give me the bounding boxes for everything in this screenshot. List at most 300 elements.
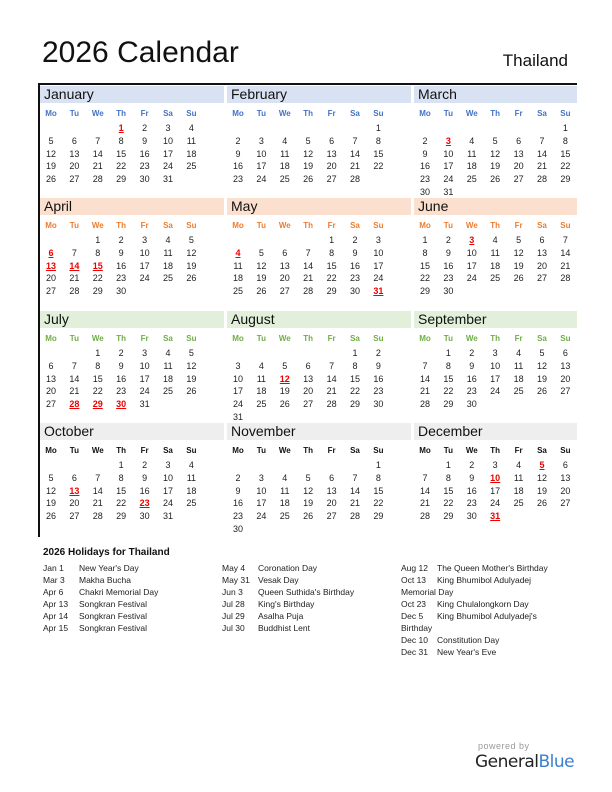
calendar-date: 17 [256,161,267,172]
calendar-date: 19 [303,161,314,172]
calendar-date: 7 [71,247,77,258]
month-february [227,86,411,198]
calendar-date: 30 [139,174,150,185]
month-name: February [231,86,288,102]
weekday-label: Th [303,446,314,455]
calendar-date: 31 [232,412,243,422]
calendar-date: 11 [163,247,173,258]
calendar-date: 24 [256,511,267,522]
calendar-date: 27 [513,174,524,185]
calendar-date: 18 [186,485,197,496]
weekday-label: We [465,334,478,343]
weekday-label: Sa [163,221,173,230]
calendar-date: 8 [562,135,568,146]
calendar-date: 26 [490,174,501,185]
calendar-date: 15 [419,260,430,271]
calendar-date: 1 [445,460,451,470]
calendar-date: 8 [118,135,124,146]
weekday-label: Mo [45,334,57,343]
calendar-date: 2 [142,460,148,470]
calendar-date: 30 [443,286,454,297]
holiday-name: Asalha Puja [258,611,304,621]
weekday-label: Sa [350,334,360,343]
calendar-date: 1 [329,235,335,245]
calendar-date: 27 [279,286,290,297]
calendar-date: 20 [303,386,314,397]
calendar-date: 5 [539,348,545,358]
calendar-date: 25 [162,273,173,284]
calendar-date: 6 [282,247,288,258]
calendar-date: 31 [162,174,173,185]
calendar-date: 3 [165,460,171,470]
calendar-date: 3 [142,235,148,245]
holiday-date: 23 [139,498,150,509]
calendar-date: 21 [92,498,103,509]
month-may [227,198,411,310]
month-header [40,86,224,103]
calendar-date: 14 [349,485,360,496]
calendar-date: 7 [539,135,545,146]
calendar-date: 1 [95,348,101,358]
calendar-date: 22 [373,498,384,509]
calendar-date: 16 [349,260,360,271]
calendar-date: 23 [443,273,454,284]
calendar-date: 14 [349,148,360,159]
calendar-date: 3 [235,360,241,371]
calendar-date: 1 [352,348,358,358]
calendar-date: 5 [282,360,288,371]
calendar-date: 3 [375,235,381,245]
calendar-date: 27 [560,386,571,397]
calendar-date: 12 [45,485,56,496]
calendar-date: 26 [186,386,197,397]
holiday-item [401,575,531,585]
holiday-date-label: May 31 [222,575,250,585]
weekday-label: Su [186,446,197,455]
holiday-date-label: Mar 3 [43,575,65,585]
calendar-date: 20 [560,373,571,384]
weekday-label: Sa [350,446,360,455]
calendar-date: 24 [139,386,150,397]
calendar-date: 13 [536,247,547,258]
calendar-date: 26 [256,286,267,297]
calendar-date: 7 [422,472,428,483]
weekday-label: We [278,221,291,230]
month-header [40,423,224,440]
weekday-label: Fr [327,221,336,230]
calendar-date: 13 [513,148,524,159]
weekday-label: We [278,109,291,118]
holiday-date-label: Apr 14 [43,611,69,621]
calendar-date: 10 [139,247,150,258]
weekday-label: Su [560,109,571,118]
weekday-label: Sa [163,109,173,118]
calendar-date: 29 [560,174,571,185]
holiday-name: Chakri Memorial Day [79,587,159,597]
calendar-date: 10 [443,148,454,159]
calendar-date: 16 [232,161,243,172]
calendar-date: 20 [279,273,290,284]
calendar-date: 23 [139,161,150,172]
calendar-date: 19 [186,260,197,271]
weekday-label: Sa [537,446,547,455]
calendar-date: 23 [373,386,384,397]
calendar-date: 2 [375,348,381,358]
calendar-date: 12 [536,360,547,371]
calendar-date: 14 [560,247,571,258]
calendar-date: 27 [536,273,547,284]
calendar-date: 30 [349,286,360,297]
holiday-date-label: Jul 30 [222,623,245,633]
holiday-item [222,623,310,633]
calendar-date: 5 [188,348,194,358]
calendar-date: 1 [375,123,381,133]
weekday-label: Fr [140,446,149,455]
holiday-item [222,575,299,585]
holiday-name: Songkran Festival [79,623,148,633]
holiday-item [43,575,131,585]
calendar-date: 31 [443,187,454,197]
holiday-date-label: Apr 15 [43,623,69,633]
weekday-label: Mo [45,221,57,230]
calendar-date: 15 [560,148,571,159]
calendar-date: 2 [469,348,475,358]
calendar-date: 7 [95,472,101,483]
calendar-date: 22 [116,498,127,509]
month-header [227,423,411,440]
calendar-date: 22 [326,273,337,284]
calendar-date: 18 [162,373,173,384]
calendar-date: 4 [188,123,194,133]
calendar-date: 28 [303,286,314,297]
weekday-label: Tu [256,446,266,455]
calendar-date: 22 [443,386,454,397]
calendar-date: 17 [466,260,477,271]
calendar-date: 16 [139,148,150,159]
calendar-date: 9 [235,485,241,496]
weekday-label: Fr [327,109,336,118]
weekday-label: Th [303,221,314,230]
weekday-label: Mo [232,334,244,343]
calendar-date: 6 [71,472,77,483]
calendar-date: 22 [116,161,127,172]
calendar-date: 10 [256,485,267,496]
month-november [227,423,411,535]
weekday-label: Tu [256,109,266,118]
holiday-date: 13 [45,260,56,271]
calendar-date: 3 [492,348,498,358]
calendar-date: 27 [560,498,571,509]
holiday-date: 29 [92,399,103,410]
calendar-date: 14 [303,260,314,271]
weekday-label: Th [116,109,127,118]
holiday-item [222,587,354,597]
calendar-date: 17 [490,373,501,384]
holiday-date-label: Jun 3 [222,587,243,597]
calendar-date: 26 [536,498,547,509]
calendar-date: 26 [45,174,56,185]
calendar-date: 8 [445,472,451,483]
calendar-date: 12 [256,260,267,271]
month-july [40,311,224,423]
calendar-date: 3 [165,123,171,133]
calendar-date: 21 [92,161,103,172]
weekday-label: Mo [419,334,431,343]
calendar-date: 15 [116,148,127,159]
calendar-date: 25 [490,273,501,284]
calendar-date: 2 [118,348,124,358]
calendar-date: 7 [329,360,335,371]
calendar-date: 1 [562,123,568,133]
calendar-date: 10 [162,135,173,146]
calendar-date: 26 [45,511,56,522]
holiday-date: 30 [116,399,127,410]
calendar-date: 2 [422,135,428,146]
holiday-item [43,587,158,597]
calendar-date: 21 [419,498,430,509]
calendar-date: 11 [513,360,524,371]
calendar-date: 22 [349,386,360,397]
weekday-label: Su [560,334,571,343]
calendar-date: 23 [116,273,127,284]
calendar-date: 26 [303,174,314,185]
calendar-date: 15 [116,485,127,496]
calendar-date: 11 [280,485,290,496]
calendar-date: 9 [235,148,241,159]
month-april [40,198,224,310]
calendar-date: 15 [443,373,454,384]
calendar-date: 29 [326,286,337,297]
calendar-date: 2 [445,235,451,245]
calendar-date: 8 [118,472,124,483]
calendar-date: 26 [186,273,197,284]
calendar-date: 14 [326,373,337,384]
weekday-label: Fr [140,221,149,230]
weekday-label: Tu [256,334,266,343]
month-name: May [231,198,258,214]
calendar-date: 23 [419,174,430,185]
calendar-date: 23 [116,386,127,397]
month-name: July [44,311,69,327]
calendar-date: 24 [490,386,501,397]
weekday-label: Th [116,334,127,343]
calendar-date: 8 [329,247,335,258]
holiday-date: 6 [48,247,54,258]
weekday-label: Th [490,446,501,455]
calendar-date: 4 [282,472,288,483]
holiday-item [43,599,147,609]
calendar-date: 21 [326,386,337,397]
calendar-date: 15 [92,373,103,384]
calendar-date: 19 [256,273,267,284]
calendar-date: 24 [162,161,173,172]
weekday-label: We [278,446,291,455]
holiday-item [43,611,147,621]
month-header [227,86,411,103]
weekday-label: We [91,334,104,343]
calendar-date: 3 [258,472,264,483]
calendar-date: 26 [536,386,547,397]
calendar-date: 19 [303,498,314,509]
calendar-grid [38,83,577,537]
calendar-date: 4 [516,348,522,358]
calendar-date: 7 [422,360,428,371]
month-name: January [44,86,94,102]
calendar-date: 29 [373,511,384,522]
calendar-date: 11 [186,472,197,483]
calendar-date: 19 [513,260,524,271]
calendar-date: 26 [513,273,524,284]
calendar-date: 12 [186,360,197,371]
month-august [227,311,411,423]
calendar-date: 12 [186,247,197,258]
holiday-date-label: May 4 [222,563,246,573]
calendar-date: 11 [280,148,290,159]
calendar-date: 25 [513,386,524,397]
calendar-date: 18 [162,260,173,271]
month-header [227,311,411,328]
brand-general: General [475,752,539,772]
calendar-date: 11 [186,135,197,146]
calendar-date: 20 [69,161,80,172]
brand-blue: Blue [538,752,575,772]
month-name: December [418,423,483,439]
calendar-date: 7 [352,135,358,146]
calendar-date: 30 [232,524,243,534]
calendar-date: 21 [419,386,430,397]
calendar-date: 19 [186,373,197,384]
calendar-date: 16 [419,161,430,172]
month-name: August [231,311,275,327]
calendar-date: 6 [562,460,568,470]
holiday-item [401,563,548,573]
calendar-date: 5 [48,472,54,483]
holiday-date: 1 [118,123,124,133]
holiday-date: 5 [539,460,545,470]
holiday-date: 15 [92,260,103,271]
generalblue-logo[interactable] [475,752,574,772]
calendar-date: 11 [467,148,477,159]
calendar-date: 25 [186,498,197,509]
month-header [227,198,411,215]
weekday-label: Mo [419,109,431,118]
holiday-name: The Queen Mother's Birthday [437,563,548,573]
holiday-date-label: Dec 10 [401,635,428,645]
calendar-date: 30 [466,511,477,522]
holiday-date-label: Jul 29 [222,611,245,621]
weekday-label: Sa [163,334,173,343]
calendar-date: 22 [92,273,103,284]
calendar-date: 5 [188,235,194,245]
calendar-date: 7 [71,360,77,371]
calendar-date: 29 [92,286,103,297]
calendar-date: 25 [162,386,173,397]
weekday-label: Mo [419,221,431,230]
weekday-label: Su [186,334,197,343]
calendar-date: 17 [256,498,267,509]
weekday-label: Sa [537,221,547,230]
calendar-date: 24 [443,174,454,185]
calendar-date: 9 [118,247,124,258]
calendar-date: 5 [492,135,498,146]
calendar-date: 23 [466,498,477,509]
calendar-date: 17 [490,485,501,496]
month-june [414,198,577,310]
calendar-date: 6 [71,135,77,146]
calendar-date: 5 [305,472,311,483]
calendar-date: 27 [303,399,314,410]
holiday-date: 28 [69,399,80,410]
calendar-date: 5 [516,235,522,245]
calendar-date: 12 [303,148,314,159]
holiday-name: New Year's Day [79,563,139,573]
weekday-label: Tu [256,221,266,230]
holiday-name: Makha Bucha [79,575,131,585]
calendar-date: 20 [560,485,571,496]
weekday-label: Su [560,446,571,455]
calendar-date: 8 [95,360,101,371]
calendar-date: 9 [142,472,148,483]
calendar-date: 23 [232,511,243,522]
calendar-date: 3 [258,135,264,146]
calendar-date: 19 [536,373,547,384]
calendar-date: 10 [490,360,501,371]
calendar-date: 17 [162,485,173,496]
calendar-date: 28 [536,174,547,185]
calendar-date: 8 [445,360,451,371]
weekday-label: Th [303,109,314,118]
holiday-name: Vesak Day [258,575,299,585]
calendar-date: 30 [419,187,430,197]
weekday-label: Fr [514,334,523,343]
calendar-date: 25 [186,161,197,172]
calendar-date: 7 [562,235,568,245]
calendar-date: 2 [235,472,241,483]
calendar-date: 6 [329,135,335,146]
holiday-date: 3 [445,135,451,146]
calendar-date: 2 [142,123,148,133]
calendar-date: 25 [232,286,243,297]
weekday-label: Mo [232,109,244,118]
calendar-date: 14 [69,373,80,384]
calendar-date: 18 [513,373,524,384]
calendar-date: 6 [48,360,54,371]
month-name: October [44,423,94,439]
calendar-date: 20 [69,498,80,509]
calendar-date: 19 [279,386,290,397]
calendar-date: 23 [349,273,360,284]
calendar-date: 26 [303,511,314,522]
weekday-label: Fr [140,334,149,343]
calendar-date: 12 [45,148,56,159]
calendar-date: 28 [92,174,103,185]
weekday-label: Mo [232,446,244,455]
calendar-date: 20 [45,273,56,284]
calendar-date: 21 [69,273,80,284]
calendar-date: 29 [116,174,127,185]
calendar-date: 14 [419,373,430,384]
calendar-date: 26 [279,399,290,410]
calendar-date: 17 [139,260,150,271]
calendar-date: 9 [375,360,381,371]
weekday-label: Su [186,221,197,230]
calendar-date: 17 [139,373,150,384]
month-header [414,198,577,215]
holiday-date-label: Dec 31 [401,647,428,657]
calendar-date: 28 [349,511,360,522]
holiday-date-label: Apr 6 [43,587,64,597]
weekday-label: Su [186,109,197,118]
